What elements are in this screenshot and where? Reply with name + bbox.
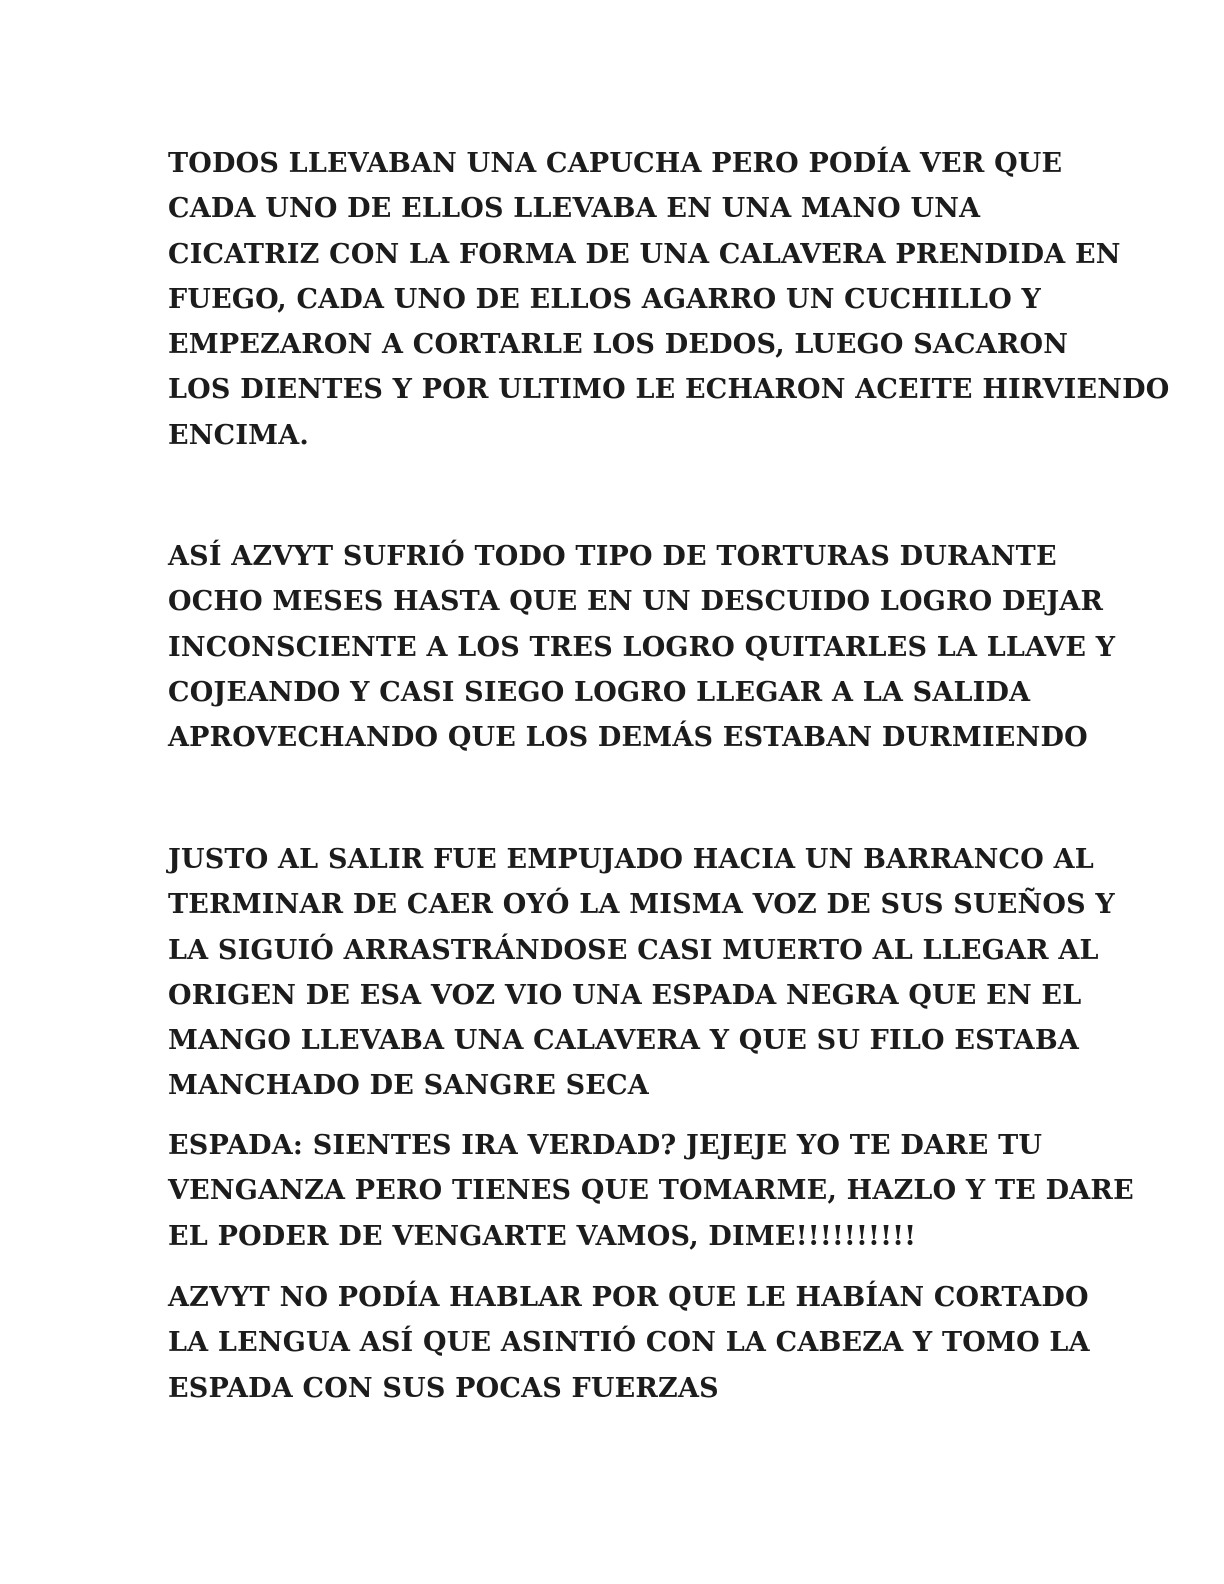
- paragraph-1: [168, 141, 1170, 458]
- text-line: LOS DIENTES Y POR ULTIMO LE ECHARON ACEITE HIRVIENDO: [168, 374, 1170, 406]
- text-line: MANCHADO DE SANGRE SECA: [168, 1070, 649, 1102]
- text-line: OCHO MESES HASTA QUE EN UN DESCUIDO LOGRO DEJAR: [168, 586, 1104, 618]
- text-line: ASÍ AZVYT SUFRIÓ TODO TIPO DE TORTURAS DURANTE: [168, 541, 1057, 572]
- text-line: COJEANDO Y CASI SIEGO LOGRO LLEGAR A LA SALIDA: [168, 676, 1031, 708]
- text-line: CADA UNO DE ELLOS LLEVABA EN UNA MANO UNA: [168, 193, 981, 225]
- text-line: MANGO LLEVABA UNA CALAVERA Y QUE SU FILO ESTABA: [168, 1025, 1079, 1057]
- text-line: LA SIGUIÓ ARRASTRÁNDOSE CASI MUERTO AL LLEGAR AL: [168, 934, 1099, 966]
- text-line: ESPADA: SIENTES IRA VERDAD? JEJEJE YO TE DARE TU: [168, 1130, 1043, 1161]
- text-line: AZVYT NO PODÍA HABLAR POR QUE LE HABÍAN CORTADO: [168, 1282, 1089, 1313]
- paragraph-5: [168, 1275, 1090, 1411]
- text-line: ENCIMA.: [168, 419, 310, 451]
- paragraph-4: [168, 1123, 1134, 1259]
- text-line: CICATRIZ CON LA FORMA DE UNA CALAVERA PRENDIDA EN: [168, 238, 1121, 270]
- text-line: INCONSCIENTE A LOS TRES LOGRO QUITARLES LA LLAVE Y: [168, 631, 1116, 663]
- text-line: APROVECHANDO QUE LOS DEMÁS ESTABAN DURMIENDO: [168, 722, 1088, 754]
- text-line: EL PODER DE VENGARTE VAMOS, DIME!!!!!!!!!!: [168, 1220, 917, 1252]
- paragraph-3: [168, 837, 1115, 1109]
- text-line: VENGANZA PERO TIENES QUE TOMARME, HAZLO Y TE DARE: [168, 1175, 1134, 1207]
- text-line: ORIGEN DE ESA VOZ VIO UNA ESPADA NEGRA QUE EN EL: [168, 979, 1082, 1011]
- text-line: TERMINAR DE CAER OYÓ LA MISMA VOZ DE SUS SUEÑOS Y: [168, 889, 1115, 921]
- text-line: EMPEZARON A CORTARLE LOS DEDOS, LUEGO SACARON: [168, 329, 1069, 361]
- text-line: LA LENGUA ASÍ QUE ASINTIÓ CON LA CABEZA Y TOMO LA: [168, 1327, 1090, 1359]
- text-line: ESPADA CON SUS POCAS FUERZAS: [168, 1372, 719, 1404]
- text-line: JUSTO AL SALIR FUE EMPUJADO HACIA UN BARRANCO AL: [168, 844, 1094, 875]
- text-line: TODOS LLEVABAN UNA CAPUCHA PERO PODÍA VER QUE: [168, 148, 1063, 179]
- paragraph-2: [168, 534, 1115, 760]
- text-line: FUEGO, CADA UNO DE ELLOS AGARRO UN CUCHILLO Y: [168, 283, 1041, 315]
